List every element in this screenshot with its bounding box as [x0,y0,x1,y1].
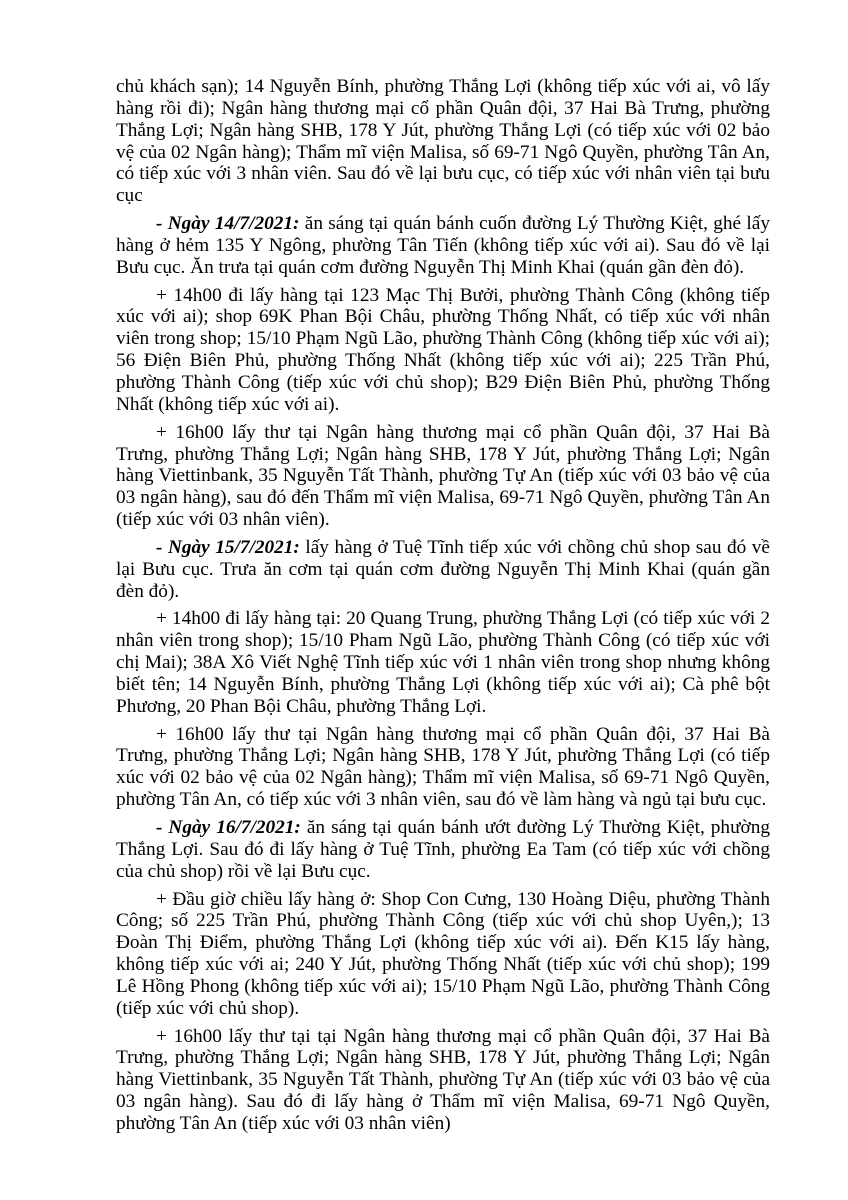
paragraph [116,285,770,416]
paragraph [116,1026,770,1135]
paragraph [116,537,770,603]
paragraph [116,889,770,1020]
paragraph [116,608,770,717]
paragraph-text: + 16h00 lấy thư tại tại Ngân hàng thương mại cổ phần Quân đội, 37 Hai Bà Trưng, phường Thắng Lợi; Ngân hàng SHB, 178 Y Jút, phường Thắng Lợi; Ngân hàng Viettinbank, 35 Nguyễn Tất Thành, phường Tự An (tiếp xúc với 03 bảo vệ của 03 ngân hàng). Sau đó đi lấy hàng ở Thẩm mĩ viện Malisa, 69-71 Ngô Quyền, phường Tân An (tiếp xúc với 03 nhân viên) [116,1025,770,1134]
date-heading: - Ngày 16/7/2021: [156,817,301,838]
paragraph [116,817,770,883]
paragraph-text: + 16h00 lấy thư tại Ngân hàng thương mại cổ phần Quân đội, 37 Hai Bà Trưng, phường Thắng Lợi; Ngân hàng SHB, 178 Y Jút, phường Thắng Lợi (có tiếp xúc với 02 bảo vệ của 02 Ngân hàng); Thẩm mĩ viện Malisa, số 69-71 Ngô Quyền, phường Tân An, có tiếp xúc với 3 nhân viên, sau đó về làm hàng và ngủ tại bưu cục. [116,723,770,811]
paragraph-text: + 14h00 đi lấy hàng tại: 20 Quang Trung, phường Thắng Lợi (có tiếp xúc với 2 nhân viên trong shop); 15/10 Pham Ngũ Lão, phường Thành Công (có tiếp xúc với chị Mai); 38A Xô Viết Nghệ Tĩnh tiếp xúc với 1 nhân viên trong shop nhưng không biết tên; 14 Nguyễn Bính, phường Thắng Lợi (không tiếp xúc với ai); Cà phê bột Phương, 20 Phan Bội Châu, phường Thắng Lợi. [116,608,770,717]
paragraph-text: + Đầu giờ chiều lấy hàng ở: Shop Con Cưng, 130 Hoàng Diệu, phường Thành Công; số 225 Trần Phú, phường Thành Công (tiếp xúc với chủ shop Uyên,); 13 Đoàn Thị Điểm, phường Thắng Lợi (không tiếp xúc với ai). Đến K15 lấy hàng, không tiếp xúc với ai; 240 Y Jút, phường Thống Nhất (tiếp xúc với chủ shop); 199 Lê Hồng Phong (không tiếp xúc với ai); 15/10 Phạm Ngũ Lão, phường Thành Công (tiếp xúc với chủ shop). [116,888,770,1019]
paragraph-text: lấy hàng ở Tuệ Tĩnh tiếp xúc với chồng chủ shop sau đó về lại Bưu cục. Trưa ăn cơm tại quán cơm đường Nguyễn Thị Minh Khai (quán gần đèn đỏ). [116,536,770,602]
paragraph [116,422,770,531]
document-content [116,76,770,1141]
paragraph-text: chủ khách sạn); 14 Nguyễn Bính, phường Thắng Lợi (không tiếp xúc với ai, vô lấy hàng rồi đi); Ngân hàng thương mại cổ phần Quân đội, 37 Hai Bà Trưng, phường Thắng Lợi; Ngân hàng SHB, 178 Y Jút, phường Thắng Lợi (có tiếp xúc với 02 bảo vệ của 02 Ngân hàng); Thẩm mĩ viện Malisa, số 69-71 Ngô Quyền, phường Tân An, có tiếp xúc với 3 nhân viên. Sau đó về lại bưu cục, có tiếp xúc với nhân viên tại bưu cục [116,76,770,207]
paragraph-text: ăn sáng tại quán bánh ướt đường Lý Thường Kiệt, phường Thắng Lợi. Sau đó đi lấy hàng ở Tuệ Tĩnh, phường Ea Tam (có tiếp xúc với chồng của chủ shop) rồi về lại Bưu cục. [116,817,770,882]
paragraph [116,76,770,207]
paragraph-text: + 14h00 đi lấy hàng tại 123 Mạc Thị Bưởi, phường Thành Công (không tiếp xúc với ai); shop 69K Phan Bội Châu, phường Thống Nhất, có tiếp xúc với nhân viên trong shop; 15/10 Phạm Ngũ Lão, phường Thành Công (không tiếp xúc với ai); 56 Điện Biên Phủ, phường Thống Nhất (không tiếp xúc với ai); 225 Trần Phú, phường Thành Công (tiếp xúc với chủ shop); B29 Điện Biên Phủ, phường Thống Nhất (không tiếp xúc với ai). [116,284,770,415]
paragraph-text: + 16h00 lấy thư tại Ngân hàng thương mại cổ phần Quân đội, 37 Hai Bà Trưng, phường Thắng Lợi; Ngân hàng SHB, 178 Y Jút, phường Thắng Lợi; Ngân hàng Viettinbank, 35 Nguyễn Tất Thành, phường Tự An (tiếp xúc với 03 bảo vệ của 03 ngân hàng), sau đó đến Thẩm mĩ viện Malisa, 69-71 Ngô Quyền, phường Tân An (tiếp xúc với 03 nhân viên). [116,421,770,531]
paragraph [116,213,770,279]
paragraph-text: ăn sáng tại quán bánh cuốn đường Lý Thường Kiệt, ghé lấy hàng ở hẻm 135 Y Ngông, phường Tân Tiến (không tiếp xúc với ai). Sau đó về lại Bưu cục. Ăn trưa tại quán cơm đường Nguyễn Thị Minh Khai (quán gần đèn đỏ). [116,213,770,278]
date-heading: - Ngày 14/7/2021: [156,213,300,235]
paragraph [116,724,770,811]
date-heading: - Ngày 15/7/2021: [156,536,300,558]
